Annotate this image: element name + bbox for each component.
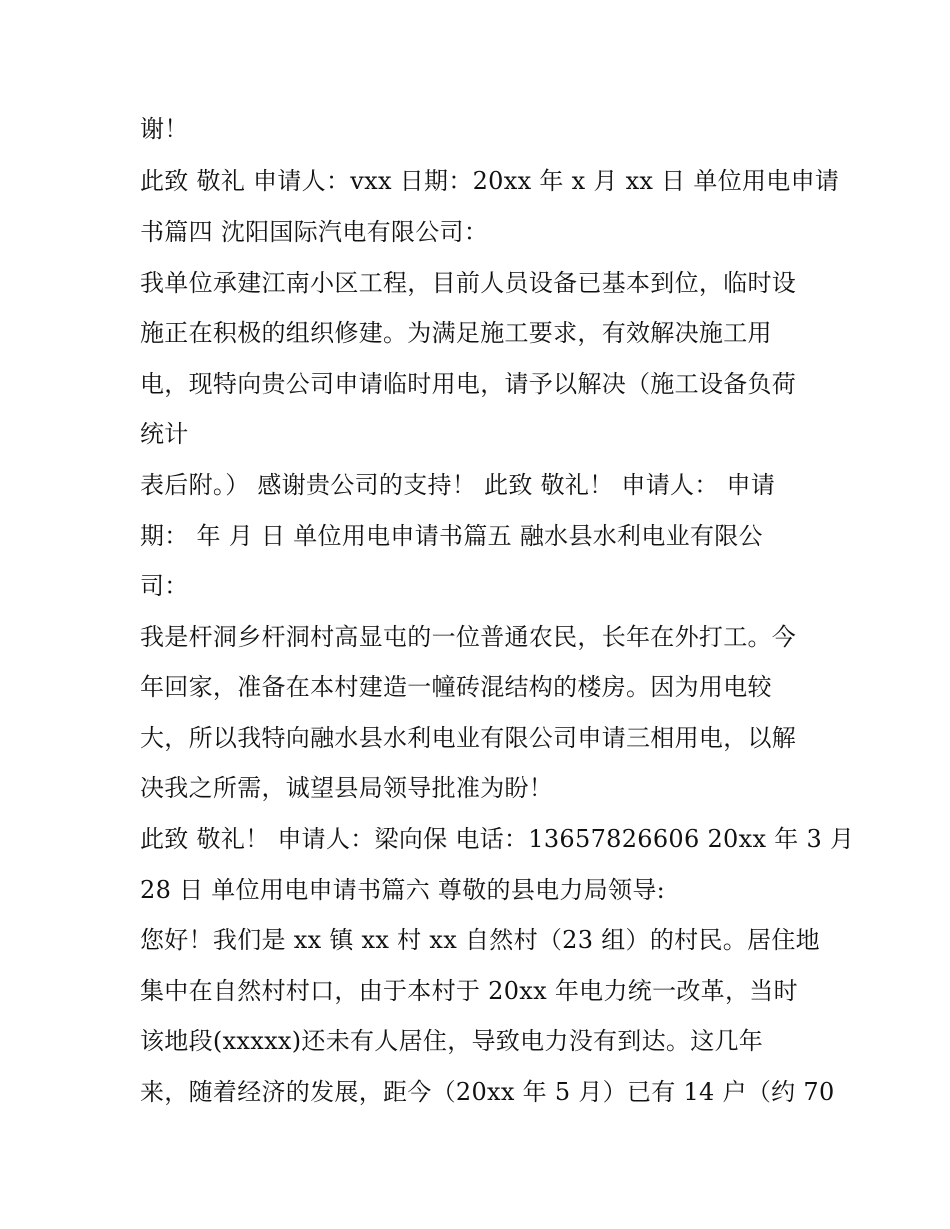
- text-line: 表后附。） 感谢贵公司的支持！ 此致 敬礼！ 申请人： 申请: [140, 471, 776, 499]
- text-line: 此致 敬礼！ 申请人：梁向保 电话：13657826606 20xx 年 3 月: [140, 825, 855, 853]
- text-line: 28 日 单位用电申请书篇六 尊敬的县电力局领导:: [140, 876, 666, 904]
- text-line: 统计: [140, 420, 189, 448]
- text-line: 书篇四 沈阳国际汽电有限公司：: [140, 218, 489, 246]
- text-line: 来，随着经济的发展，距今（20xx 年 5 月）已有 14 户（约 70: [140, 1078, 835, 1106]
- text-line: 司：: [140, 572, 189, 600]
- text-line: 该地段(xxxxx)还未有人居住，导致电力没有到达。这几年: [140, 1027, 764, 1055]
- text-line: 电，现特向贵公司申请临时用电，请予以解决（施工设备负荷: [140, 370, 797, 398]
- text-line: 此致 敬礼 申请人：vxx 日期：20xx 年 x 月 xx 日 单位用电申请: [140, 167, 840, 195]
- text-line: 您好！我们是 xx 镇 xx 村 xx 自然村（23 组）的村民。居住地: [140, 926, 820, 954]
- text-line: 期： 年 月 日 单位用电申请书篇五 融水县水利电业有限公: [140, 522, 763, 550]
- text-line: 年回家，准备在本村建造一幢砖混结构的楼房。因为用电较: [140, 673, 772, 701]
- text-line: 谢！: [140, 115, 189, 143]
- text-line: 大，所以我特向融水县水利电业有限公司申请三相用电，以解: [140, 724, 797, 752]
- text-line: 决我之所需，诚望县局领导批准为盼！: [140, 774, 554, 802]
- text-line: 我是杆洞乡杆洞村高显屯的一位普通农民，长年在外打工。今: [140, 623, 797, 651]
- text-line: 施正在积极的组织修建。为满足施工要求，有效解决施工用: [140, 319, 772, 347]
- text-line: 我单位承建江南小区工程，目前人员设备已基本到位，临时设: [140, 269, 797, 297]
- text-line: 集中在自然村村口，由于本村于 20xx 年电力统一改革，当时: [140, 977, 798, 1005]
